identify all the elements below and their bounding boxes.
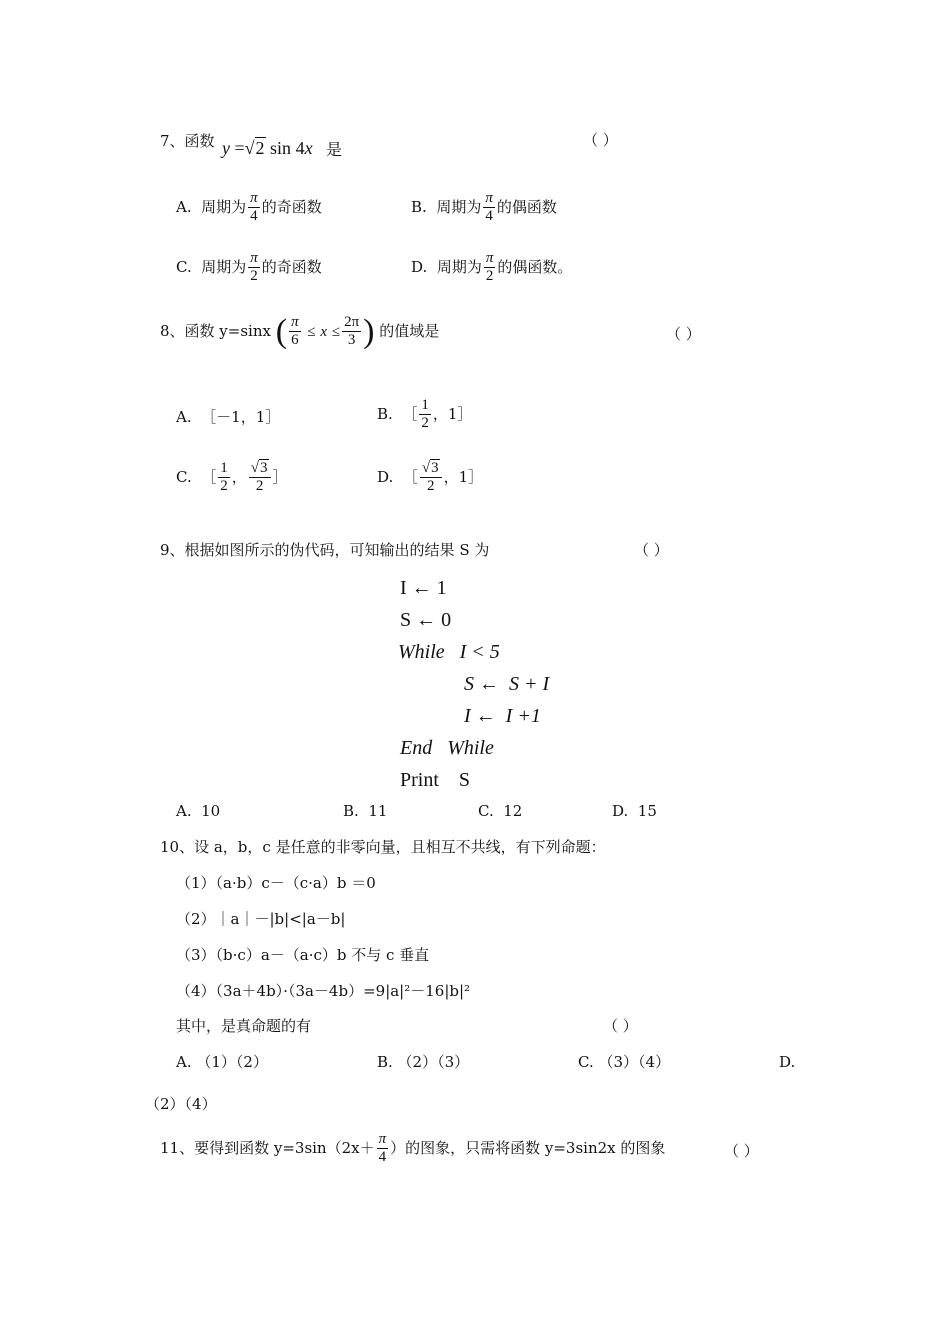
q8-answer-paren: （ ） [666,325,701,343]
radicand: 3 [260,460,268,476]
fraction-denominator: 4 [483,207,495,225]
q10-proposition: （1）（a·b）c－（c·a）b ＝0 [176,874,376,892]
option-text: ［ [402,404,418,423]
option-label: D. [411,257,428,276]
q9-option-a: A. 10 [176,802,221,820]
option-text: 的奇函数 [261,197,322,216]
option-label: B. [377,404,393,423]
q7-formula-eq: = [234,138,245,158]
q10-proposition: （2）｜a｜－|b|<|a－b| [176,910,346,928]
pseudocode-line: I ← 1 [400,577,447,599]
q7-formula [222,139,313,157]
option-text: ［－1，1］ [201,408,281,426]
fraction-numerator: π [250,190,258,206]
q11-suffix: ）的图象，只需将函数 y=3sin2x 的图象 [390,1138,666,1157]
q7-suffix: 是 [326,140,343,159]
fraction [249,460,271,496]
pseudocode-line: While I < 5 [398,641,500,663]
option-text: 的偶函数。 [497,257,573,276]
pseudocode-line: I ← I +1 [464,705,541,727]
q8-prefix: 8、函数 y=sinx [160,321,271,340]
fraction [377,1131,389,1167]
option-text: ］ [272,467,288,486]
q11-stem [160,1131,665,1167]
q10-proposition: （4）（3a＋4b）·（3a－4b）=9|a|²－16|b|² [176,982,471,1000]
fraction [248,250,260,286]
q8-option-b [377,397,472,433]
fraction-numerator: 1 [220,460,228,476]
q7-formula-y: y [222,138,230,158]
q8-right-paren: ) [363,312,375,350]
option-label: B. [411,197,427,216]
q9-option-b: B. 11 [343,802,388,820]
q7-prefix: 7、函数 [160,132,215,150]
fraction-denominator: 6 [289,331,301,349]
fraction-denominator: 2 [421,415,429,432]
option-text: ［ [402,467,418,486]
fraction-denominator: 2 [248,267,260,285]
pseudocode-line: Print S [400,769,471,791]
q10-answer-paren: （ ） [603,1017,638,1035]
fraction-numerator: π [378,1131,387,1147]
q7-option-d [411,250,572,286]
sqrt-icon: √ [244,138,255,158]
fraction-numerator: 2π [344,314,360,330]
q7-option-a [176,190,322,226]
option-text: ，1］ [443,467,484,486]
q7-formula-x: x [304,138,313,158]
sqrt-icon: √ [250,460,260,476]
fraction-numerator: π [485,190,493,206]
q8-stem [160,314,439,350]
option-text: ，1］ [432,404,473,423]
q7-formula-arg: 4 [295,138,305,158]
q8-left-paren: ( [275,312,288,350]
q7-option-b [411,190,557,226]
fraction [420,460,442,496]
option-label: C. [176,467,192,486]
radicand: 3 [431,460,439,476]
q8-le: ≤ [331,323,341,340]
fraction-denominator: 4 [248,207,260,225]
q10-which: 其中，是真命题的有 [176,1017,312,1035]
q8-suffix: 的值域是 [379,321,440,340]
q7-formula-radicand: 2 [255,138,265,158]
fraction-numerator: π [250,250,258,266]
fraction [419,397,431,433]
q10-option-b: B. （2）（3） [377,1053,470,1071]
fraction-denominator: 2 [249,477,271,495]
q8-option-c [176,460,288,496]
q8-option-d [377,460,483,496]
q9-answer-paren: （ ） [634,541,669,559]
fraction-numerator [420,460,442,477]
option-text: 周期为 [201,197,247,216]
fraction-numerator [249,460,271,477]
q10-proposition: （3）（b·c）a－（a·c）b 不与 c 垂直 [176,946,430,964]
option-text: ［ [201,467,217,486]
q10-option-a: A. （1）（2） [176,1053,268,1071]
fraction-denominator: 3 [342,331,361,349]
fraction [484,250,496,286]
q10-option-d: D. [779,1053,796,1071]
option-text: 的奇函数 [261,257,322,276]
pseudocode-line: S ← S + I [464,673,550,695]
fraction-denominator: 2 [484,267,496,285]
q9-option-d: D. 15 [612,802,657,820]
q8-option-a [176,410,280,425]
q10-option-c: C. （3）（4） [578,1053,671,1071]
fraction-numerator: π [485,250,494,266]
option-text: 周期为 [436,257,482,276]
option-text: ， [231,467,247,486]
option-text: 周期为 [436,197,482,216]
fraction-denominator: 2 [420,477,442,495]
option-label: D. [377,467,394,486]
q7-stem [160,134,215,149]
option-label: A. [176,408,192,426]
q7-answer-paren: （ ） [583,131,618,149]
q7-option-c [176,250,322,286]
q11-answer-paren: （ ） [724,1142,759,1160]
q10-option-d-continued: （2）（4） [145,1095,217,1113]
q7-formula-sin: sin [270,138,292,158]
sqrt-icon: √ [421,460,431,476]
q8-x: x [320,323,328,340]
fraction [218,460,230,496]
option-label: C. [176,257,192,276]
fraction-numerator: π [291,314,299,330]
q8-le: ≤ [307,323,316,340]
option-label: A. [176,197,192,216]
q10-stem: 10、设 a，b，c 是任意的非零向量，且相互不共线，有下列命题： [160,838,606,856]
fraction [483,190,495,226]
fraction-denominator: 4 [377,1148,389,1166]
pseudocode-line: End While [400,737,494,759]
pseudocode-line: S ← 0 [400,609,452,631]
fraction [248,190,260,226]
q9-option-c: C. 12 [478,802,523,820]
option-text: 周期为 [201,257,247,276]
option-text: 的偶函数 [496,197,557,216]
q11-prefix: 11、要得到函数 y=3sin（2x＋ [160,1138,375,1157]
fraction [289,314,301,350]
fraction [342,314,361,350]
fraction-numerator: 1 [421,397,429,413]
q9-stem: 9、根据如图所示的伪代码，可知输出的结果 S 为 [160,541,490,559]
fraction-denominator: 2 [220,478,228,495]
